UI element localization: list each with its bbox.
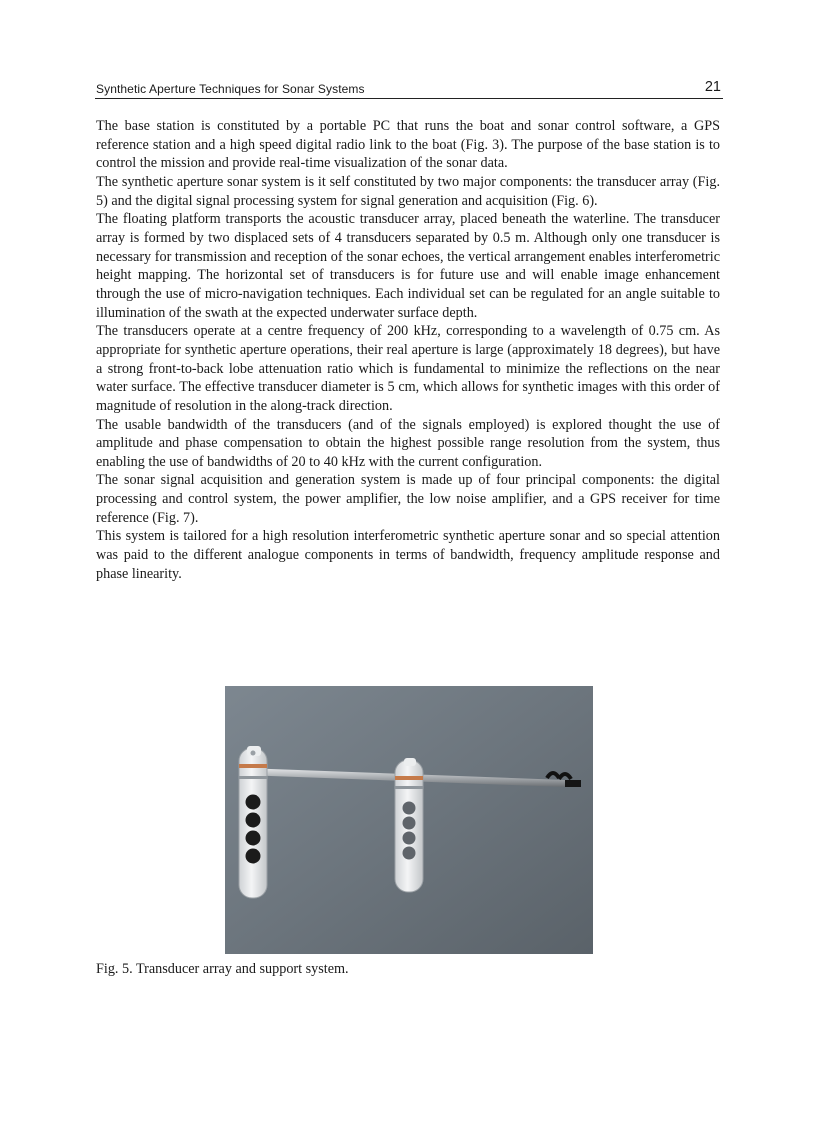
transducer-element bbox=[403, 802, 416, 815]
body-text bbox=[96, 117, 720, 583]
transducer-element bbox=[246, 831, 261, 846]
transducer-element bbox=[403, 817, 416, 830]
running-title: Synthetic Aperture Techniques for Sonar Systems bbox=[96, 82, 365, 96]
transducer-element bbox=[246, 849, 261, 864]
transducer-element bbox=[246, 813, 261, 828]
running-header bbox=[95, 80, 723, 99]
paragraph-transducer-frequency: The transducers operate at a centre frequency of 200 kHz, corresponding to a wavelength of 0.75 cm. As appropriate for synthetic aperture operations, their real aperture is large (approximately 18 degrees), but have a strong front-to-back lobe attenuation ratio which is fundamental to minimize the reflections on the near water surface. The effective transducer diameter is 5 cm, which allows for synthetic images with this order of magnitude of resolution in the along-track direction. bbox=[96, 323, 720, 414]
transducer-set-center bbox=[395, 758, 423, 892]
paragraph-bandwidth: The usable bandwidth of the transducers (and of the signals employed) is explored thought the use of amplitude and phase compensation to obtain the highest possible range resolution from the system, thus enabling the use of bandwidths of 20 to 40 kHz with the current configuration. bbox=[96, 416, 720, 470]
page-number: 21 bbox=[704, 79, 721, 95]
transducer-set-left bbox=[239, 746, 267, 898]
transducer-element bbox=[246, 795, 261, 810]
transducer-element bbox=[403, 847, 416, 860]
paragraph-sas-components: The synthetic aperture sonar system is it self constituted by two major components: the transducer array (Fig. 5) and the digital signal processing system for signal generation and acquisition (Fig. 6). bbox=[96, 173, 720, 209]
transducer-array-photo bbox=[225, 686, 593, 954]
paragraph-base-station: The base station is constituted by a portable PC that runs the boat and sonar control software, a GPS reference station and a high speed digital radio link to the boat (Fig. 3). The purpose of the base station is to control the mission and provide real-time visualization of the sonar data. bbox=[96, 118, 720, 172]
paragraph-analogue-components: This system is tailored for a high resolution interferometric synthetic aperture sonar and so special attention was paid to the different analogue components in terms of bandwidth, frequency amplitude response and phase linearity. bbox=[96, 528, 720, 582]
paragraph-acquisition-system: The sonar signal acquisition and generation system is made up of four principal components: the digital processing and control system, the power amplifier, the low noise amplifier, and a GPS receiver for time reference (Fig. 7). bbox=[96, 472, 720, 526]
paragraph-floating-platform: The floating platform transports the acoustic transducer array, placed beneath the waterline. The transducer array is formed by two displaced sets of 4 transducers separated by 0.5 m. Although only one transducer is necessary for transmission and reception of the sonar echoes, the vertical arrangement enables interferometric height mapping. The horizontal set of transducers is for future use and will enable image enhancement through the use of micro-navigation techniques. Each individual set can be regulated for an angle suitable to illumination of the swath at the expected underwater surface depth. bbox=[96, 211, 720, 321]
figure-caption: Fig. 5. Transducer array and support system. bbox=[96, 961, 349, 977]
transducer-element bbox=[403, 832, 416, 845]
